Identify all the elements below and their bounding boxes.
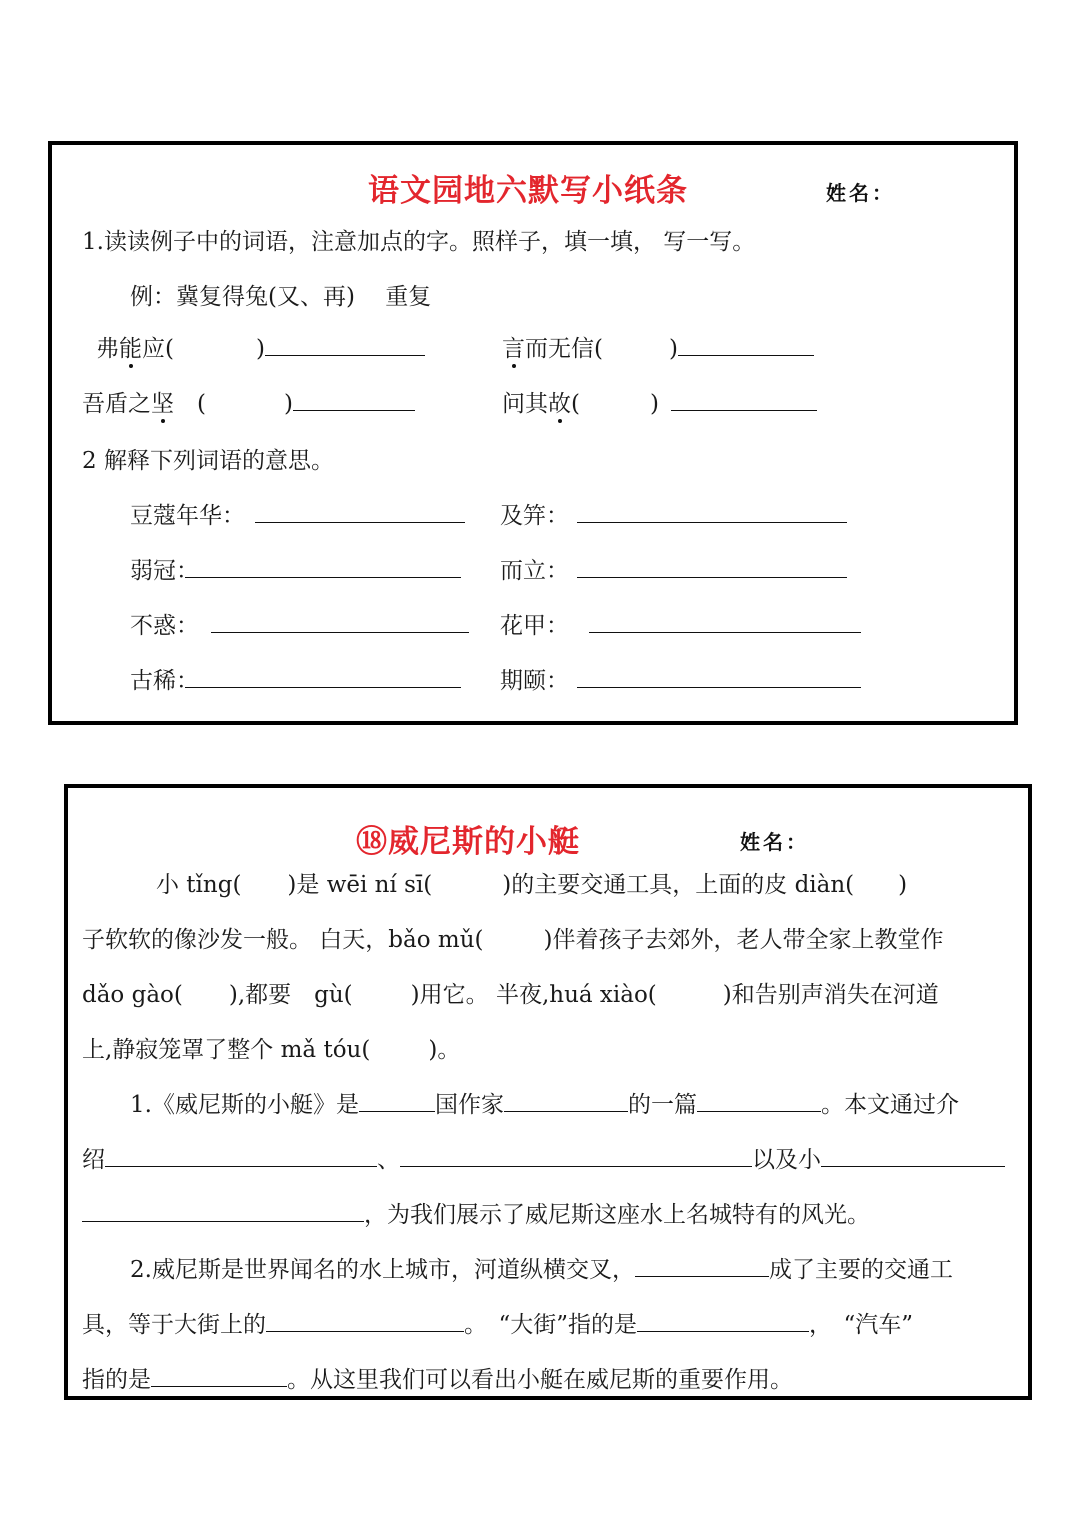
- pinyin-line-4: 上,静寂笼罩了整个 mǎ tóu( )。: [82, 1037, 461, 1063]
- answer-blank[interactable]: [821, 1144, 1005, 1167]
- answer-blank[interactable]: [637, 1309, 809, 1332]
- pinyin-line-2: 子软软的像沙发一般。 白天，bǎo mǔ( )伴着孩子去郊外，老人带全家上教堂作: [82, 927, 944, 953]
- answer-blank[interactable]: [359, 1089, 435, 1112]
- idiom-item-3: 吾盾之坚 ( ): [82, 385, 415, 418]
- idiom-item-1: 弗能应( ): [96, 330, 425, 363]
- answer-blank[interactable]: [635, 1254, 769, 1277]
- answer-blank[interactable]: [265, 333, 425, 356]
- answer-blank[interactable]: [400, 1144, 752, 1167]
- answer-blank[interactable]: [678, 333, 814, 356]
- card2-name-label: 姓名：: [740, 830, 809, 854]
- answer-blank[interactable]: [577, 665, 861, 688]
- term-item: 古稀：: [130, 662, 461, 695]
- card2-title: ⑱威尼斯的小艇: [356, 824, 580, 860]
- card1-example: 例：冀复得兔(又、再) 重复: [130, 284, 432, 310]
- card2-question-2-line-3: 指的是 。从这里我们可以看出小艇在威尼斯的重要作用。: [82, 1361, 793, 1394]
- idiom-item-2: 言而无信( ): [502, 330, 814, 363]
- idiom-item-4: 问其故( ): [502, 385, 817, 418]
- answer-blank[interactable]: [671, 388, 817, 411]
- answer-blank[interactable]: [151, 1364, 287, 1387]
- answer-blank[interactable]: [185, 555, 461, 578]
- answer-blank[interactable]: [82, 1199, 364, 1222]
- term-item: 不惑：: [130, 607, 469, 640]
- card1-title: 语文园地六默写小纸条: [368, 173, 688, 209]
- worksheet-card-1: [48, 141, 1018, 725]
- card2-question-2-line-2: 具，等于大街上的 。 “大街”指的是 ， “汽车”: [82, 1306, 913, 1339]
- answer-blank[interactable]: [185, 665, 461, 688]
- pinyin-line-3: dǎo gào( ),都要 gù( )用它。 半夜,huá xiào( )和告别声消失在河道: [82, 982, 939, 1008]
- card2-question-1-line-3: ，为我们展示了威尼斯这座水上名城特有的风光。: [82, 1196, 870, 1229]
- term-item: 期颐：: [500, 662, 861, 695]
- pinyin-line-1: 小 tǐng( )是 wēi ní sī( )的主要交通工具，上面的皮 diàn( ): [156, 872, 908, 898]
- card2-question-1: 1.《威尼斯的小艇》是 国作家 的一篇 。本文通过介: [130, 1086, 959, 1119]
- card2-question-2: 2.威尼斯是世界闻名的水上城市，河道纵横交叉， 成了主要的交通工: [130, 1251, 953, 1284]
- answer-blank[interactable]: [577, 555, 847, 578]
- answer-blank[interactable]: [697, 1089, 821, 1112]
- answer-blank[interactable]: [266, 1309, 464, 1332]
- term-item: 花甲：: [500, 607, 861, 640]
- worksheet-card-2: [64, 784, 1032, 1400]
- term-item: 豆蔻年华：: [130, 497, 465, 530]
- term-item: 而立：: [500, 552, 847, 585]
- card2-question-1-line-2: 绍 、 以及小: [82, 1141, 1005, 1174]
- answer-blank[interactable]: [577, 500, 847, 523]
- answer-blank[interactable]: [105, 1144, 377, 1167]
- answer-blank[interactable]: [504, 1089, 628, 1112]
- answer-blank[interactable]: [211, 610, 469, 633]
- answer-blank[interactable]: [589, 610, 861, 633]
- card1-name-label: 姓名：: [826, 181, 895, 205]
- card1-question-1: 1.读读例子中的词语，注意加点的字。照样子，填一填， 写一写。: [82, 229, 756, 255]
- answer-blank[interactable]: [255, 500, 465, 523]
- card1-question-2: 2 解释下列词语的意思。: [82, 448, 334, 474]
- term-item: 及笄：: [500, 497, 847, 530]
- term-item: 弱冠：: [130, 552, 461, 585]
- answer-blank[interactable]: [293, 388, 415, 411]
